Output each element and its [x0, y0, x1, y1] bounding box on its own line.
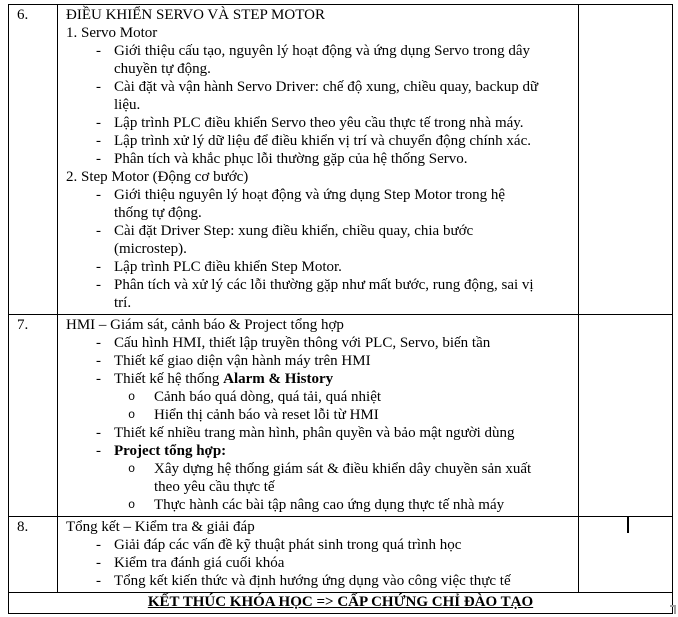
- text-segment: Thiết kế nhiều trang màn hình, phân quyền và bảo mật người dùng: [114, 425, 515, 441]
- content-line: [58, 496, 576, 514]
- text-segment: Phân tích và xử lý các lỗi thường gặp như mất bước, rung động, sai vị trí.: [114, 277, 534, 311]
- text-segment: 1. Servo Motor: [66, 25, 158, 41]
- content-line: [58, 518, 576, 536]
- text-segment: Alarm & History: [223, 371, 334, 387]
- content-line: [58, 370, 576, 388]
- content-line: [58, 24, 576, 42]
- line-text: [154, 407, 379, 423]
- content-line: [58, 168, 576, 186]
- row-spare-cell: [579, 315, 672, 516]
- content-line: [58, 132, 576, 150]
- content-line: [58, 186, 576, 222]
- row-content-cell: [58, 517, 579, 592]
- circle-bullet-marker: o: [128, 462, 136, 476]
- line-text: [66, 25, 157, 41]
- dash-bullet-marker: -: [96, 259, 101, 275]
- table-row: [9, 315, 672, 517]
- text-segment: Tổng kết – Kiểm tra & giải đáp: [66, 519, 255, 535]
- content-line: [58, 406, 576, 424]
- text-segment: Project tổng hợp:: [114, 443, 227, 459]
- text-segment: Thiết kế giao diện vận hành máy trên HMI: [114, 353, 371, 369]
- dash-bullet-marker: -: [96, 573, 101, 589]
- line-text: [114, 335, 490, 351]
- course-end-note: KẾT THÚC KHÓA HỌC => CẤP CHỨNG CHỈ ĐÀO TẠO: [147, 594, 534, 610]
- footer-row: [9, 593, 672, 613]
- content-line: [58, 388, 576, 406]
- line-text: [114, 259, 342, 275]
- dash-bullet-marker: -: [96, 223, 101, 239]
- text-segment: Cấu hình HMI, thiết lập truyền thông với PLC, Servo, biến tần: [114, 335, 491, 351]
- line-text: [114, 277, 534, 311]
- text-segment: Tổng kết kiến thức và định hướng ứng dụng vào công việc thực tế: [114, 573, 511, 589]
- row-content-cell: [58, 315, 579, 516]
- text-segment: Lập trình PLC điều khiển Servo theo yêu cầu thực tế trong nhà máy.: [114, 115, 524, 131]
- text-segment: Phân tích và khắc phục lỗi thường gặp của hệ thống Servo.: [114, 151, 468, 167]
- text-segment: Giới thiệu cấu tạo, nguyên lý hoạt động và ứng dụng Servo trong dây chuyền tự động.: [114, 43, 530, 77]
- text-segment: Hiển thị cảnh báo và reset lỗi từ HMI: [154, 407, 379, 423]
- line-text: [114, 425, 515, 441]
- line-text: [66, 519, 255, 535]
- line-text: [154, 497, 504, 513]
- content-line: [58, 554, 576, 572]
- row-spare-cell: [579, 517, 672, 592]
- dash-bullet-marker: -: [96, 443, 101, 459]
- table-resize-handle: [670, 605, 676, 614]
- content-line: [58, 316, 576, 334]
- dash-bullet-marker: -: [96, 371, 101, 387]
- content-line: [58, 536, 576, 554]
- line-text: [114, 371, 333, 387]
- line-text: [114, 223, 473, 257]
- dash-bullet-marker: -: [96, 277, 101, 293]
- line-text: [154, 389, 381, 405]
- content-line: [58, 334, 576, 352]
- content-line: [58, 572, 576, 590]
- text-segment: Cài đặt Driver Step: xung điều khiển, chiều quay, chia bước (microstep).: [114, 223, 474, 257]
- table-row: [9, 517, 672, 593]
- row-number-cell: [9, 315, 58, 516]
- line-text: [66, 169, 248, 185]
- circle-bullet-marker: o: [128, 498, 136, 512]
- dash-bullet-marker: -: [96, 79, 101, 95]
- line-text: [114, 187, 505, 221]
- text-segment: 2. Step Motor (Động cơ bước): [66, 169, 249, 185]
- text-segment: Xây dựng hệ thống giám sát & điều khiển dây chuyền sản xuất theo yêu cầu thực tế: [154, 461, 532, 495]
- text-segment: Lập trình PLC điều khiển Step Motor.: [114, 259, 342, 275]
- text-segment: Thiết kế hệ thống: [114, 371, 224, 387]
- text-segment: HMI – Giám sát, cảnh báo & Project tổng hợp: [66, 317, 344, 333]
- line-text: [114, 555, 284, 571]
- content-line: [58, 114, 576, 132]
- text-segment: Kiểm tra đánh giá cuối khóa: [114, 555, 285, 571]
- line-text: [114, 133, 531, 149]
- row-number: 7.: [17, 317, 29, 333]
- line-text: [66, 317, 344, 333]
- text-segment: Cài đặt và vận hành Servo Driver: chế độ xung, chiều quay, backup dữ liệu.: [114, 79, 539, 113]
- dash-bullet-marker: -: [96, 537, 101, 553]
- text-segment: Giới thiệu nguyên lý hoạt động và ứng dụng Step Motor trong hệ thống tự động.: [114, 187, 506, 221]
- line-text: [114, 115, 524, 131]
- text-segment: Cảnh báo quá dòng, quá tải, quá nhiệt: [154, 389, 382, 405]
- content-line: [58, 442, 576, 460]
- dash-bullet-marker: -: [96, 187, 101, 203]
- row-content-cell: [58, 5, 579, 314]
- dash-bullet-marker: -: [96, 151, 101, 167]
- content-line: [58, 222, 576, 258]
- line-text: [114, 43, 530, 77]
- circle-bullet-marker: o: [128, 408, 136, 422]
- dash-bullet-marker: -: [96, 335, 101, 351]
- line-text: [114, 443, 226, 459]
- content-line: [58, 276, 576, 312]
- line-text: [114, 353, 371, 369]
- content-line: [58, 42, 576, 78]
- text-segment: Lập trình xử lý dữ liệu để điều khiển vị trí và chuyển động chính xác.: [114, 133, 531, 149]
- text-segment: ĐIỀU KHIỂN SERVO VÀ STEP MOTOR: [66, 7, 325, 23]
- dash-bullet-marker: -: [96, 425, 101, 441]
- row-number-cell: [9, 517, 58, 592]
- content-line: [58, 78, 576, 114]
- circle-bullet-marker: o: [128, 390, 136, 404]
- table-row: [9, 5, 672, 315]
- line-text: [114, 573, 511, 589]
- dash-bullet-marker: -: [96, 115, 101, 131]
- content-line: [58, 150, 576, 168]
- content-line: [58, 460, 576, 496]
- row-number: 8.: [17, 519, 29, 535]
- line-text: [114, 151, 467, 167]
- dash-bullet-marker: -: [96, 555, 101, 571]
- content-line: [58, 258, 576, 276]
- line-text: [66, 7, 325, 23]
- row-number-cell: [9, 5, 58, 314]
- partial-cell-divider: [627, 517, 629, 533]
- line-text: [154, 461, 531, 495]
- text-segment: Giải đáp các vấn đề kỹ thuật phát sinh trong quá trình học: [114, 537, 462, 553]
- line-text: [114, 537, 461, 553]
- dash-bullet-marker: -: [96, 353, 101, 369]
- row-spare-cell: [579, 5, 672, 314]
- content-line: [58, 6, 576, 24]
- line-text: [114, 79, 538, 113]
- content-line: [58, 424, 576, 442]
- dash-bullet-marker: -: [96, 133, 101, 149]
- course-table: [8, 4, 673, 614]
- content-line: [58, 352, 576, 370]
- dash-bullet-marker: -: [96, 43, 101, 59]
- row-number: 6.: [17, 7, 29, 23]
- text-segment: Thực hành các bài tập nâng cao ứng dụng thực tế nhà máy: [154, 497, 505, 513]
